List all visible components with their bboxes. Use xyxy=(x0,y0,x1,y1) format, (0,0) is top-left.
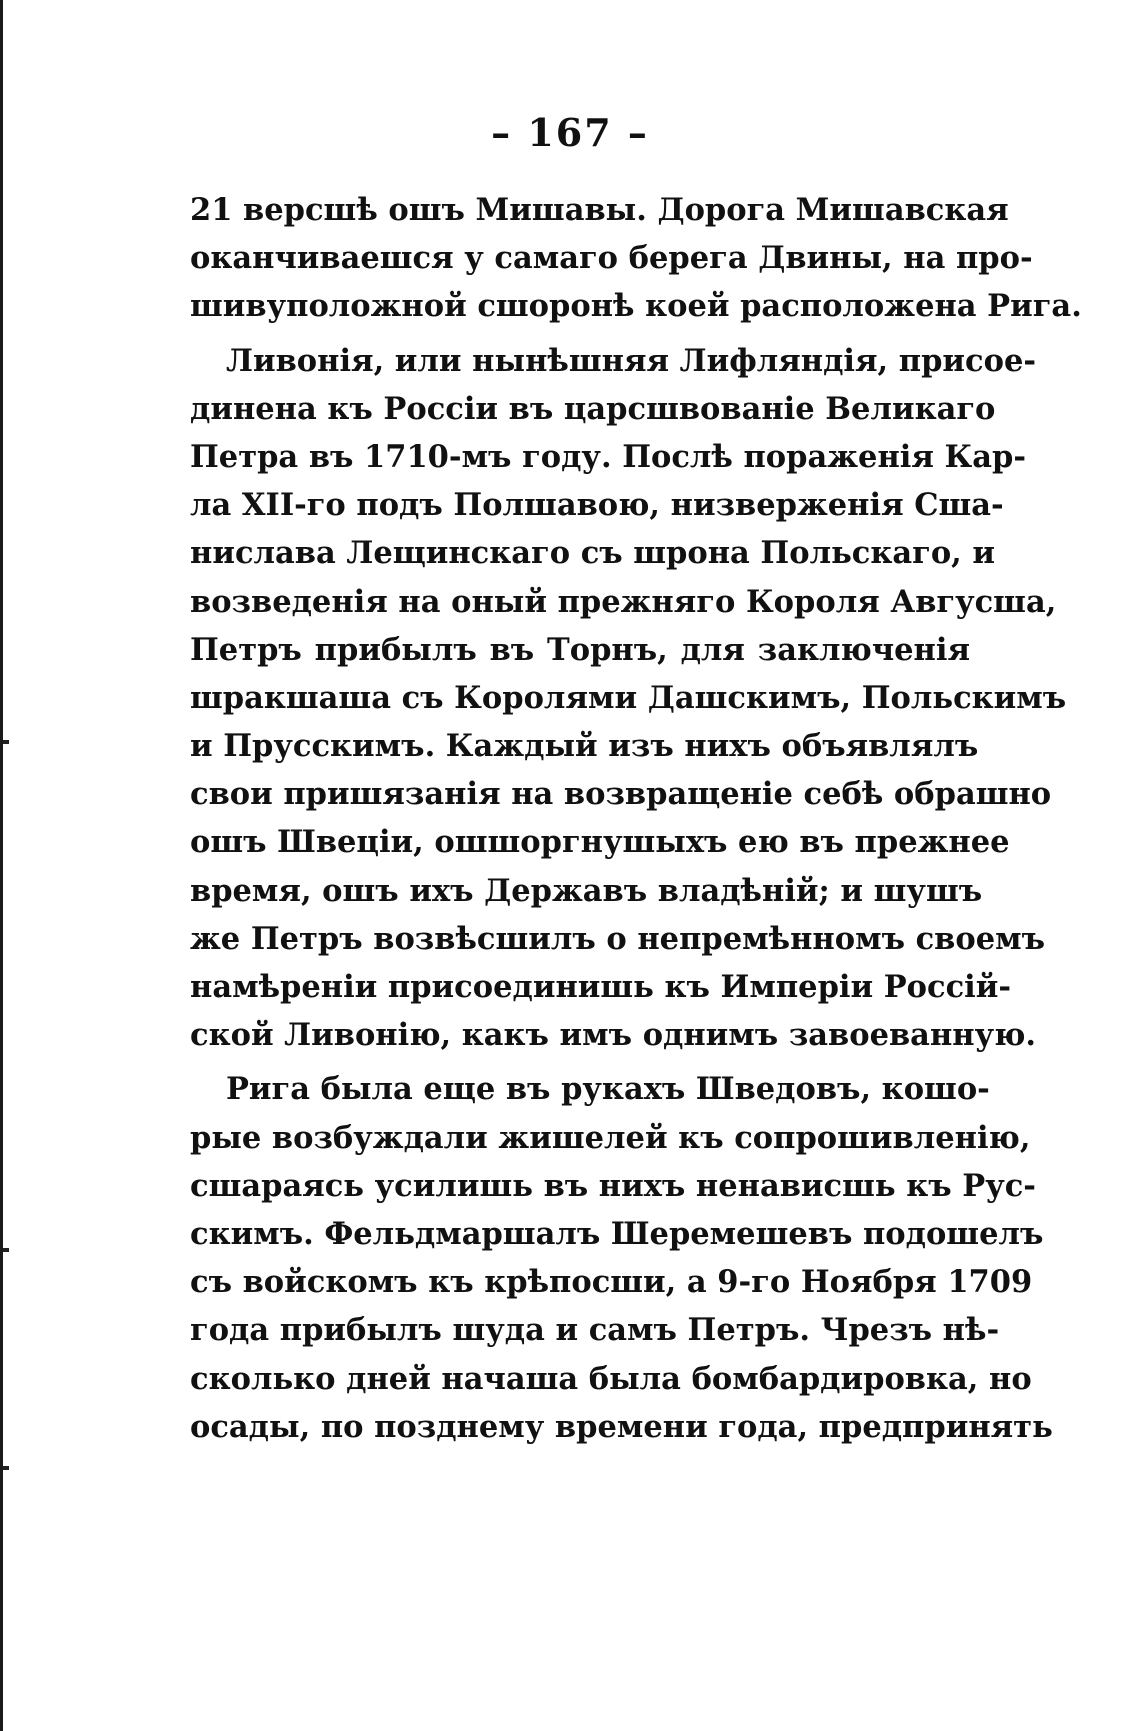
text-line: динена къ Россіи въ царсшвованіе Великаго xyxy=(190,390,996,427)
text-line: ла XII-го подъ Полшавою, низверженія Сша- xyxy=(190,487,1004,524)
text-line: года прибылъ шуда и самъ Петръ. Чрезъ нѣ- xyxy=(190,1312,1000,1349)
text-line: скимъ. Фельдмаршалъ Шеремешевъ подошелъ xyxy=(190,1215,1044,1252)
edge-mark xyxy=(3,740,9,744)
text-line: время, ошъ ихъ Державъ владѣній; и шушъ xyxy=(190,872,983,909)
edge-mark xyxy=(3,1248,9,1252)
text-line: возведенія на оный прежняго Короля Авгусша, xyxy=(190,583,1057,620)
text-line: намѣреніи присоединишь къ Имперіи Россій- xyxy=(190,969,1012,1005)
body-text xyxy=(190,186,1082,1451)
text-line: свои пришязанія на возвращеніе себѣ обрашно xyxy=(190,776,1052,813)
text-line: и Прусскимъ. Каждый изъ нихъ объявлялъ xyxy=(190,728,979,765)
text-line: съ войскомъ къ крѣпосши, а 9-го Ноября 1709 xyxy=(190,1264,1033,1301)
scan-left-edge xyxy=(0,0,3,1731)
paragraph-start-line: Ливонія, или нынѣшняя Лифляндія, присое- xyxy=(226,342,1037,379)
text-line: 21 версшѣ ошъ Мишавы. Дорога Мишавская xyxy=(190,192,1009,228)
page-number: – 167 – xyxy=(491,110,649,155)
text-line: Петръ прибылъ въ Торнъ, для заключенія xyxy=(190,631,970,668)
text-line: шракшаша съ Королями Дашскимъ, Польскимъ xyxy=(190,679,1067,716)
text-line: осады, по позднему времени года, предпринять xyxy=(190,1408,1053,1445)
text-line: же Петръ возвѣсшилъ о непремѣнномъ своемъ xyxy=(190,920,1045,957)
paragraph-start-line: Рига была еще въ рукахъ Шведовъ, кошо- xyxy=(226,1071,990,1108)
text-line: шивуположной сшоронѣ коей расположена Рига. xyxy=(190,288,1082,325)
edge-mark xyxy=(3,1466,9,1470)
text-line: сколько дней начаша была бомбардировка, но xyxy=(190,1360,1032,1397)
text-line: оканчиваешся у самаго берега Двины, на про- xyxy=(190,240,1033,277)
text-line: нислава Лещинскаго съ шрона Польскаго, и xyxy=(190,535,996,572)
text-line: ской Ливонію, какъ имъ однимъ завоеванную. xyxy=(190,1017,1037,1054)
text-line: ошъ Швеціи, ошшоргнушыхъ ею въ прежнее xyxy=(190,824,1010,861)
text-line: рые возбуждали жишелей къ сопрошивленію, xyxy=(190,1119,1031,1156)
text-line: Петра въ 1710-мъ году. Послѣ пораженія Кар- xyxy=(190,438,1026,475)
text-line: сшараясь усилишь въ нихъ ненависшь къ Рус- xyxy=(190,1167,1036,1204)
